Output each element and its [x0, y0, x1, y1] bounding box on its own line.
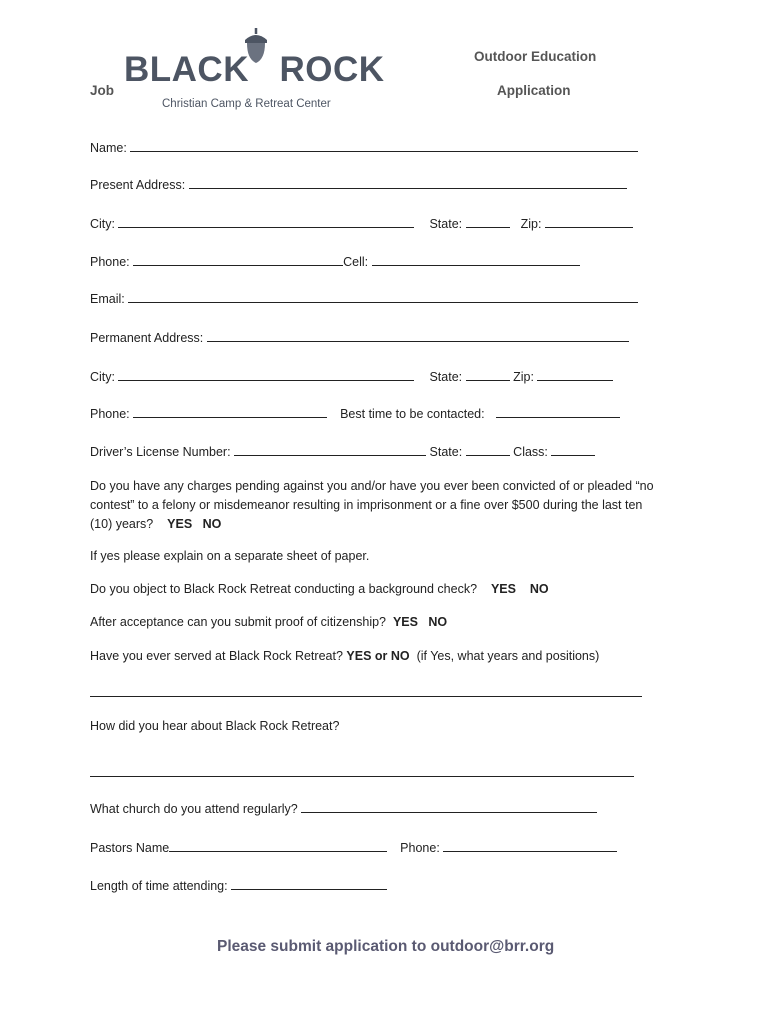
permanent-address-label: Permanent Address:: [90, 331, 204, 345]
logo-subtitle: Christian Camp & Retreat Center: [162, 98, 331, 110]
best-time-label: Best time to be contacted:: [340, 407, 485, 421]
phone-line[interactable]: [133, 253, 343, 266]
best-time-line[interactable]: [496, 405, 620, 418]
background-check-question: Do you object to Black Rock Retreat conducting a background check?: [90, 582, 478, 596]
church-row: [90, 800, 597, 816]
served-yes-or-no[interactable]: YES or NO: [346, 649, 410, 663]
license-class-line[interactable]: [551, 443, 595, 456]
phone-label: Phone:: [90, 407, 130, 421]
name-label: Name:: [90, 141, 127, 155]
drivers-license-label: Driver’s License Number:: [90, 445, 231, 459]
pastors-name-label: Pastors Name: [90, 841, 170, 855]
city-label: City:: [90, 217, 115, 231]
explain-note: If yes please explain on a separate sheet of paper.: [90, 549, 370, 563]
state-line[interactable]: [466, 215, 510, 228]
charges-yes[interactable]: YES: [167, 517, 193, 531]
permanent-city-row: [90, 368, 613, 384]
zip-label: Zip:: [520, 217, 542, 231]
pastor-phone-label: Phone:: [400, 841, 440, 855]
email-row: [90, 290, 638, 306]
phone-row: [90, 253, 580, 269]
church-question: What church do you attend regularly?: [90, 802, 298, 816]
submit-instructions: Please submit application to outdoor@brr.org: [217, 938, 555, 955]
city-label: City:: [90, 370, 115, 384]
permanent-phone-line[interactable]: [133, 405, 327, 418]
logo-word-rock: ROCK: [279, 50, 385, 89]
phone-best-time-row: [90, 405, 620, 421]
permanent-zip-line[interactable]: [537, 368, 613, 381]
doc-title-line2: Application: [497, 83, 571, 98]
phone-label: Phone:: [90, 255, 130, 269]
pastors-name-line[interactable]: [169, 839, 387, 852]
present-address-label: Present Address:: [90, 178, 186, 192]
cell-line[interactable]: [372, 253, 580, 266]
church-line[interactable]: [301, 800, 597, 813]
license-class-label: Class:: [513, 445, 548, 459]
license-state-label: State:: [429, 445, 463, 459]
served-answer-line[interactable]: [90, 684, 642, 697]
drivers-license-row: [90, 443, 595, 459]
name-row: [90, 139, 638, 155]
background-no[interactable]: NO: [529, 582, 549, 596]
hear-answer-line[interactable]: [90, 764, 634, 777]
email-line[interactable]: [128, 290, 638, 303]
present-address-row: [90, 176, 627, 192]
background-yes[interactable]: YES: [490, 582, 516, 596]
job-label: Job: [90, 83, 115, 98]
pastor-row: [90, 839, 617, 855]
served-row: [90, 649, 599, 663]
permanent-city-line[interactable]: [118, 368, 414, 381]
city-line[interactable]: [118, 215, 414, 228]
citizenship-question: After acceptance can you submit proof of citizenship?: [90, 615, 386, 629]
charges-question-text: Do you have any charges pending against you and/or have you ever been convicted of or pleaded “no contest” to a felony or misdemeanor resulting in imprisonment or a fine over $500 during the last ten (10) years?: [90, 479, 654, 531]
drivers-license-line[interactable]: [234, 443, 426, 456]
charges-question: [90, 477, 665, 534]
logo-word-black: BLACK: [124, 50, 249, 89]
present-address-line[interactable]: [189, 176, 627, 189]
zip-line[interactable]: [545, 215, 633, 228]
permanent-address-line[interactable]: [207, 329, 629, 342]
served-note: (if Yes, what years and positions): [416, 649, 600, 663]
background-check-row: [90, 582, 549, 596]
cell-label: Cell:: [343, 255, 369, 269]
pastor-phone-line[interactable]: [443, 839, 617, 852]
permanent-address-row: [90, 329, 629, 345]
state-label: State:: [429, 370, 463, 384]
doc-title-line1: Outdoor Education: [474, 49, 597, 64]
length-row: [90, 877, 387, 893]
permanent-state-line[interactable]: [466, 368, 510, 381]
citizenship-row: [90, 615, 447, 629]
length-line[interactable]: [231, 877, 387, 890]
length-label: Length of time attending:: [90, 879, 228, 893]
license-state-line[interactable]: [466, 443, 510, 456]
served-question: Have you ever served at Black Rock Retreat?: [90, 649, 343, 663]
hear-question: How did you hear about Black Rock Retreat?: [90, 719, 340, 733]
citizenship-yes[interactable]: YES: [392, 615, 418, 629]
email-label: Email:: [90, 292, 125, 306]
city-row: [90, 215, 633, 231]
zip-label: Zip:: [513, 370, 534, 384]
state-label: State:: [429, 217, 463, 231]
name-line[interactable]: [130, 139, 638, 152]
citizenship-no[interactable]: NO: [428, 615, 448, 629]
charges-no[interactable]: NO: [202, 517, 222, 531]
